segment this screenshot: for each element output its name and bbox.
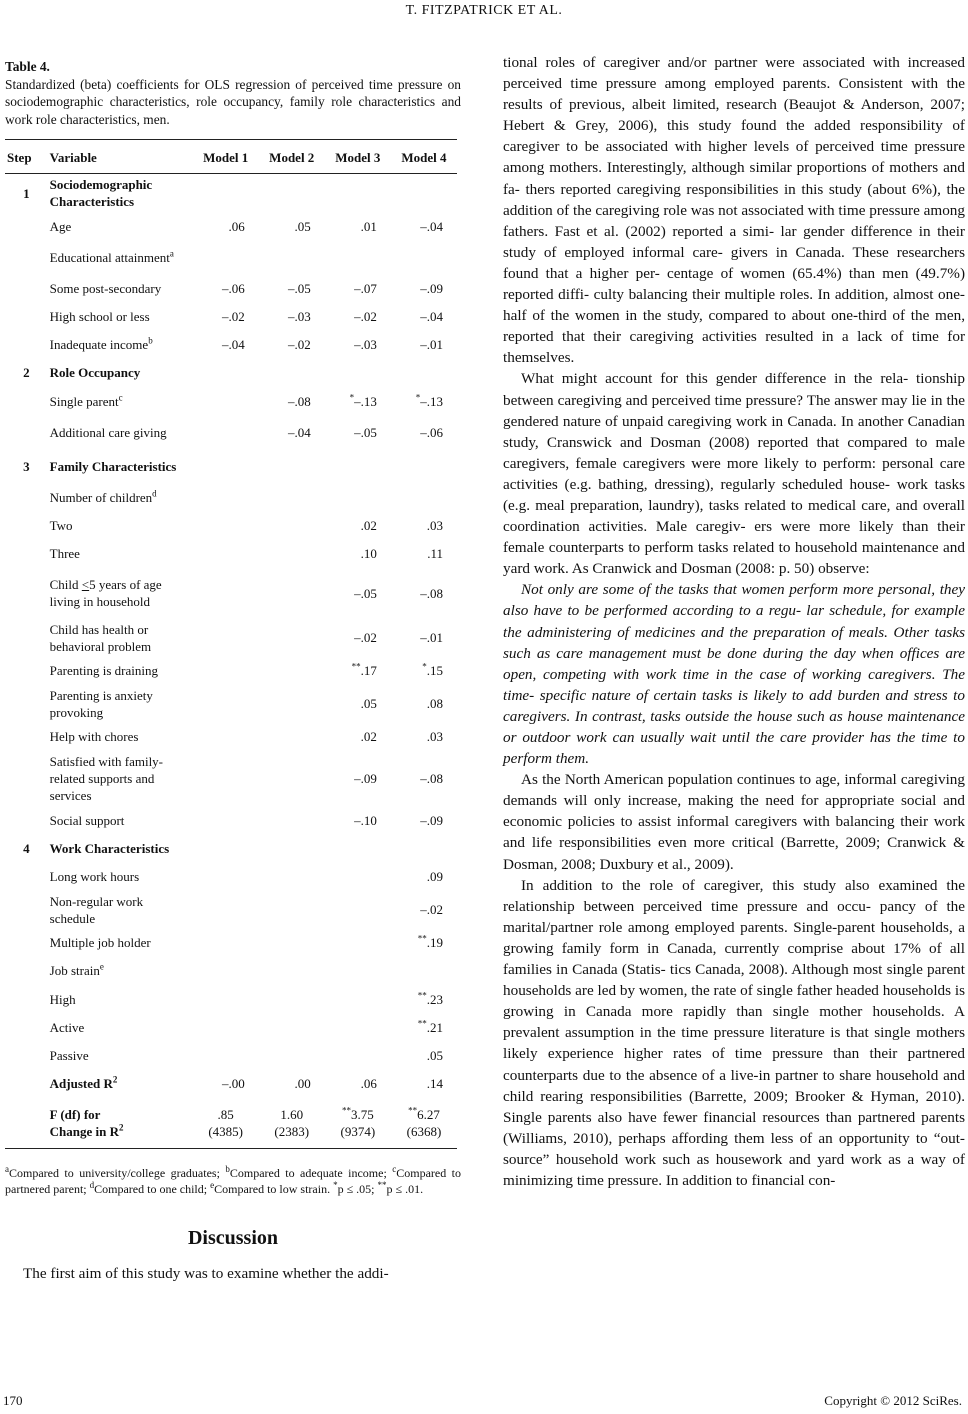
section-label: Sociodemographic Characteristics bbox=[49, 177, 153, 209]
model-4-value: .11 bbox=[427, 546, 443, 562]
right-column bbox=[503, 52, 965, 1191]
model-3-value: –.05 bbox=[354, 585, 377, 601]
model-4-value: .03 bbox=[426, 517, 443, 533]
paragraph-1: tional roles of caregiver and/or partner were associated with increased perceived time pressure among employed parents. Consistent with the results of previous, albeit limited, research (Beaujot & Anderson, 2007; Hebert & Grey, 2006), this study found the added responsibility of caregiver to be associated with higher levels of perceived time pressure among mothers. Interestingly, although similar proportions of mothers and fa- thers reported caregiving responsibilities in this study (about 6%), the addition of the caregiving role was not associated with time pressure among fathers. Fast et al. (2002) reported a simi- lar gender difference in their study of employed informal care- givers in Canada. These researchers found that a higher per- centage of women (65.4%) than men (49.7%) reported diffi- culty balancing their multiple roles. In addition, almost one-half of the women in the study, compared to about one-third of the men, reported that their caregiving activities resulted in a lack of time for themselves. bbox=[503, 54, 965, 367]
col-header-variable: Variable bbox=[48, 140, 193, 174]
model-1-value: –.02 bbox=[221, 308, 245, 324]
model-3-value: .05 bbox=[360, 696, 377, 712]
model-3-value: –.10 bbox=[354, 812, 377, 828]
table-row-some-post-secondary bbox=[5, 274, 457, 302]
variable-label: Job strain$^e$ bbox=[49, 962, 104, 979]
model-4-value: –.08 bbox=[420, 585, 443, 601]
model-1-value: –.04 bbox=[221, 337, 245, 353]
section-heading-discussion: Discussion bbox=[187, 1227, 279, 1250]
model-4-value: **6.27 (6368) bbox=[406, 1105, 442, 1139]
model-4-value: –.09 bbox=[420, 812, 443, 828]
variable-label: Age bbox=[49, 218, 72, 234]
model-4-value: –.01 bbox=[420, 630, 443, 646]
variable-label: Additional care giving bbox=[49, 424, 167, 440]
model-3-value: –.02 bbox=[354, 308, 377, 324]
discussion-intro: The first aim of this study was to examine whether the addi- bbox=[23, 1265, 389, 1283]
step-number: 1 bbox=[23, 185, 30, 201]
table-row-long-work-hours bbox=[5, 862, 457, 890]
table-row-age bbox=[5, 212, 457, 240]
table-row-role-occupancy bbox=[5, 359, 457, 387]
model-4-value: .05 bbox=[426, 1047, 443, 1063]
variable-label: High bbox=[49, 991, 76, 1007]
table-row-single-parent bbox=[5, 387, 457, 415]
table-row-active bbox=[5, 1013, 457, 1041]
model-4-value: –.04 bbox=[420, 308, 443, 324]
model-3-value: .01 bbox=[360, 218, 377, 234]
paragraph-4: In addition to the role of caregiver, this study also examined the relationship between perceived time pressure and occu- pancy of the marital/partner role among employed parents. Single-parent households, a growing family form in Canada, currently comprise about 17% of all families in Canada (Statis- tics Canada, 2008). Although most single parent households are led by women, the rate of single father headed households is growing in Canada more rapidly than single mother households. A prevalent assumption in the time pressure literature is that single mothers likely experience higher rates of time pressure than their partnered counterparts due to the absence of a live-in partner to share household and child rearing responsibilities (Barrette, 2009; Brooker & Hyman, 2010). Single parents also have fewer financial resources than partnered parents (Williams, 2010), perhaps affording them less of an opportunity to “out- source” household work such as housework and yard work as a way of minimizing time pressure. In addition to financial con- bbox=[503, 876, 965, 1189]
model-1-value: .06 bbox=[228, 218, 245, 234]
variable-label: Inadequate income$^b$ bbox=[49, 335, 153, 353]
model-4-value: .08 bbox=[426, 696, 443, 712]
model-2-value: –.08 bbox=[288, 393, 311, 409]
regression-table bbox=[5, 139, 457, 1149]
variable-label: Some post-secondary bbox=[49, 280, 162, 296]
table-row-parenting-anxiety bbox=[5, 685, 457, 723]
model-2-value: –.02 bbox=[288, 337, 311, 353]
table-row-social-support bbox=[5, 806, 457, 834]
model-2-value: .00 bbox=[294, 1076, 311, 1092]
model-3-value: .06 bbox=[360, 1076, 377, 1092]
model-4-value: *–.13 bbox=[415, 392, 443, 409]
table-row-number-of-children bbox=[5, 483, 457, 511]
section-label: Family Characteristics bbox=[49, 458, 177, 474]
model-4-value: **.19 bbox=[417, 933, 443, 951]
table-row-work-characteristics bbox=[5, 834, 457, 862]
model-2-value: –.05 bbox=[288, 280, 311, 296]
variable-label: Adjusted $R^2$ bbox=[49, 1074, 118, 1092]
col-header-step: Step bbox=[5, 140, 48, 174]
model-4-value: –.02 bbox=[420, 902, 443, 918]
variable-label: Three bbox=[49, 546, 80, 562]
variable-label: Child has health or behavioral problem bbox=[49, 621, 152, 654]
table-row-parenting-draining bbox=[5, 657, 457, 685]
model-4-value: .09 bbox=[426, 869, 443, 885]
model-4-value: –.06 bbox=[420, 424, 443, 440]
model-3-value: –.07 bbox=[354, 280, 377, 296]
model-4-value: *.15 bbox=[422, 661, 443, 679]
table-row-adjusted-r2 bbox=[5, 1070, 457, 1098]
model-4-value: –.04 bbox=[420, 218, 443, 234]
model-3-value: .02 bbox=[360, 729, 377, 745]
col-header-model-1: Model 1 bbox=[193, 140, 259, 174]
section-label: Work Characteristics bbox=[49, 840, 170, 856]
model-3-value: *–.13 bbox=[349, 392, 377, 409]
table-row-child-health-problem bbox=[5, 619, 457, 657]
section-label: Role Occupancy bbox=[49, 365, 141, 381]
table-row-job-strain bbox=[5, 957, 457, 985]
table-row-additional-care bbox=[5, 415, 457, 449]
model-3-value: –.05 bbox=[354, 424, 377, 440]
paragraph-3: As the North American population continues to age, informal caregiving demands will only increase, making the need for appropriate social and economic policies to assist informal caregivers with balancing their work and life responsibilities even more critical (Barrette, 2009; Cranwick & Dosman, 2008; Duxbury et al., 2009). bbox=[503, 771, 965, 873]
col-header-model-2: Model 2 bbox=[259, 140, 325, 174]
table-header-row bbox=[5, 140, 457, 174]
table-row-high bbox=[5, 985, 457, 1013]
variable-label: Educational attainment$^a$ bbox=[49, 248, 174, 265]
variable-label: Long work hours bbox=[49, 869, 140, 885]
variable-label: Single parent$^c$ bbox=[49, 392, 123, 409]
table-row-inadequate-income bbox=[5, 331, 457, 359]
model-3-value: **.17 bbox=[351, 661, 377, 679]
table-row-non-regular-schedule bbox=[5, 891, 457, 929]
left-column bbox=[5, 58, 461, 1284]
model-3-value: –.03 bbox=[354, 337, 377, 353]
model-4-value: **.21 bbox=[417, 1018, 443, 1035]
variable-label: Social support bbox=[49, 812, 125, 828]
variable-label: Multiple job holder bbox=[49, 935, 151, 951]
variable-label: High school or less bbox=[49, 308, 150, 324]
model-3-value: –.02 bbox=[354, 630, 377, 646]
step-number: 4 bbox=[23, 840, 30, 856]
model-2-value: –.04 bbox=[288, 424, 311, 440]
model-3-value: .10 bbox=[360, 546, 377, 562]
table-row-sociodemographic bbox=[5, 174, 457, 213]
variable-label: Passive bbox=[49, 1047, 89, 1063]
variable-label: Satisfied with family-related supports and services bbox=[49, 754, 164, 804]
table-row-three bbox=[5, 540, 457, 568]
table-row-f-change bbox=[5, 1098, 457, 1149]
block-quote: Not only are some of the tasks that women perform more personal, they also have to be performed according to a regu- lar schedule, for example the administering of medicines and the preparation of meals. Other tasks such as care management must be done during the day when offices are open, competing with work time in the case of working caregivers. The time- specific nature of certain tasks is likely to add burden and stress to caregivers. In contrast, tasks outside the house such as house maintenance or outdoor work can usually wait until the care provider has the time to perform them. bbox=[503, 581, 965, 768]
model-4-value: –.09 bbox=[420, 280, 443, 296]
table-row-help-with-chores bbox=[5, 723, 457, 751]
model-4-value: **.23 bbox=[417, 990, 443, 1007]
running-head: T. FITZPATRICK ET AL. bbox=[405, 3, 563, 18]
variable-label: Active bbox=[49, 1019, 85, 1035]
variable-label: F (df) for Change in $R^2$ bbox=[49, 1107, 124, 1139]
model-4-value: –.08 bbox=[420, 771, 443, 787]
model-4-value: .03 bbox=[426, 729, 443, 745]
table-row-two bbox=[5, 511, 457, 539]
table-row-multiple-job-holder bbox=[5, 929, 457, 957]
copyright-notice: Copyright © 2012 SciRes. bbox=[824, 1393, 962, 1408]
variable-label: Two bbox=[49, 517, 73, 533]
model-4-value: .14 bbox=[426, 1076, 443, 1092]
model-3-value: .02 bbox=[360, 517, 377, 533]
variable-label: Non-regular work schedule bbox=[49, 893, 144, 926]
table-caption-text: Standardized (beta) coefficients for OLS regression of perceived time pressure on sociodemographic characteristics, role occupancy, family role characteristics and work role characteristics, men. bbox=[5, 76, 461, 127]
table-row-educational-attainment bbox=[5, 240, 457, 274]
variable-label: Child <5 years of age living in household bbox=[49, 577, 162, 610]
variable-label: Number of children$^d$ bbox=[49, 488, 157, 505]
table-number: Table 4. bbox=[5, 59, 50, 74]
step-number: 2 bbox=[23, 365, 30, 381]
table-caption bbox=[5, 58, 461, 128]
variable-label: Parenting is anxiety provoking bbox=[49, 687, 153, 720]
table-row-family-characteristics bbox=[5, 449, 457, 483]
model-1-value: –.00 bbox=[221, 1076, 245, 1092]
table-notes: $^a$Compared to university/college graduates; $^b$Compared to adequate income; $^c$Compared to partnered parent; $^d$Compared to one child; $^e$Compared to low strain. *p ≤ .05; **p ≤ .01. bbox=[5, 1164, 461, 1197]
table-row-satisfied-supports bbox=[5, 751, 457, 806]
model-1-value: .85 (4385) bbox=[208, 1107, 243, 1139]
col-header-model-4: Model 4 bbox=[391, 140, 457, 174]
step-number: 3 bbox=[23, 458, 30, 474]
paragraph-2: What might account for this gender difference in the rela- tionship between caregiving and perceived time pressure? The answer may lie in the gendered nature of unpaid caregiving work in Canada. In another Canadian study, Cranswick and Dosman (2008) reported that compared to male caregivers, female caregivers were more likely to perform: personal care activities (e.g. bathing, dressing), regularly scheduled house- work tasks (e.g. meal preparation, laundry), tasks related to medical care, and overall coordination activities. Male caregiv- ers were more likely than their female counterparts to perform tasks related to household maintenance and yard work. As Cranwick and Dosman (2008: p. 50) observe: bbox=[503, 370, 965, 578]
model-2-value: –.03 bbox=[288, 308, 311, 324]
model-1-value: –.06 bbox=[221, 280, 245, 296]
model-4-value: –.01 bbox=[420, 337, 443, 353]
page-number: 170 bbox=[3, 1393, 23, 1408]
table-row-child-under-5 bbox=[5, 568, 457, 619]
variable-label: Parenting is draining bbox=[49, 663, 158, 679]
table-row-passive bbox=[5, 1041, 457, 1069]
model-3-value: –.09 bbox=[354, 771, 377, 787]
model-2-value: 1.60 (2383) bbox=[274, 1107, 310, 1139]
model-3-value: **3.75 (9374) bbox=[340, 1105, 376, 1139]
variable-label: Help with chores bbox=[49, 729, 139, 745]
model-2-value: .05 bbox=[294, 218, 311, 234]
col-header-model-3: Model 3 bbox=[325, 140, 391, 174]
table-row-high-school bbox=[5, 302, 457, 330]
